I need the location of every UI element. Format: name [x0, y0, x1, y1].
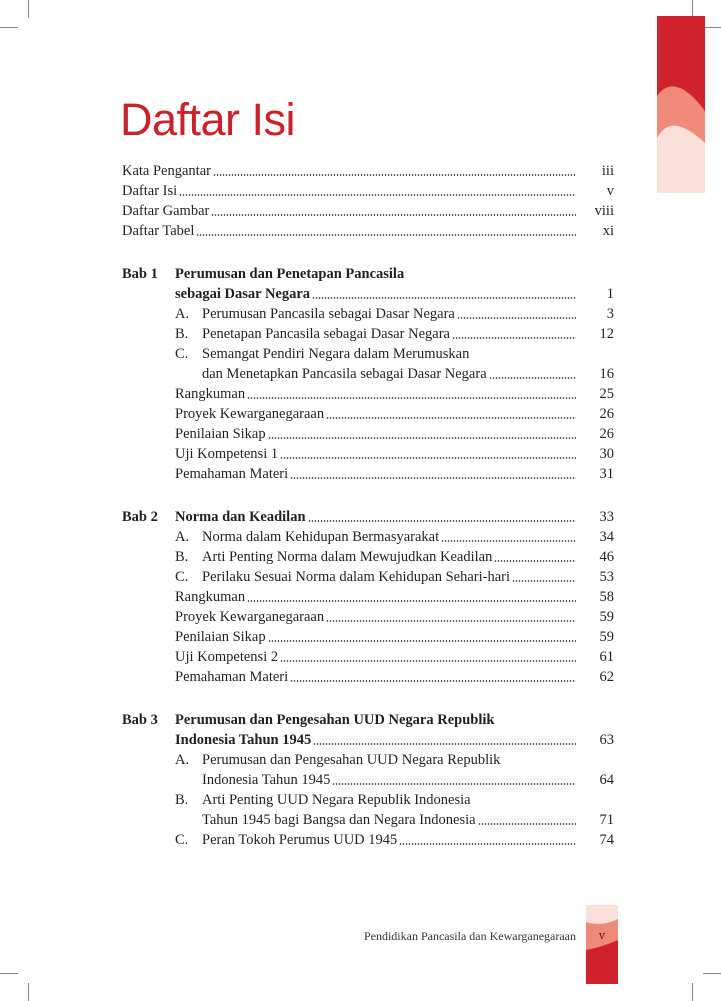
- entry-label: Tahun 1945 bagi Bangsa dan Negara Indonesia: [202, 812, 476, 828]
- chapter-title: Indonesia Tahun 1945: [175, 732, 312, 748]
- item-letter: C.: [175, 832, 189, 848]
- entry-label: Peran Tokoh Perumus UUD 1945: [202, 832, 398, 848]
- crop-mark: [0, 973, 18, 974]
- section-entry[interactable]: [122, 444, 614, 464]
- entry-label: Daftar Isi: [122, 183, 178, 199]
- section-entry[interactable]: [122, 647, 614, 667]
- page-number: 61: [599, 649, 614, 665]
- entry-label: Penilaian Sikap: [175, 426, 266, 442]
- entry-label: Perumusan Pancasila sebagai Dasar Negara: [202, 306, 455, 322]
- page-number: 59: [599, 609, 614, 625]
- crop-mark: [0, 27, 18, 28]
- chapter-title: sebagai Dasar Negara: [175, 286, 311, 302]
- toc-entry[interactable]: [122, 201, 614, 221]
- section-entry[interactable]: [122, 567, 614, 587]
- entry-label: Arti Penting UUD Negara Republik Indonesia: [202, 792, 471, 808]
- entry-label: Rangkuman: [175, 386, 246, 402]
- chapter-tab-decoration: [657, 16, 705, 193]
- page-number: 26: [599, 426, 614, 442]
- entry-label: Semangat Pendiri Negara dalam Merumuskan: [202, 346, 470, 362]
- page-number: v: [606, 183, 614, 199]
- page-number: xi: [602, 223, 614, 239]
- page-number: 71: [599, 812, 614, 828]
- dot-leader: [312, 297, 576, 299]
- footer-page-number: v: [598, 929, 606, 942]
- entry-label: dan Menetapkan Pancasila sebagai Dasar Negara: [202, 366, 487, 382]
- dot-leader: [457, 317, 576, 319]
- item-letter: B.: [175, 549, 189, 565]
- footer-page-tab: [586, 905, 618, 984]
- dot-leader: [326, 417, 576, 419]
- dot-leader: [290, 477, 576, 479]
- dot-leader: [247, 397, 576, 399]
- section-entry[interactable]: [122, 384, 614, 404]
- page-number: 34: [599, 529, 614, 545]
- section-entry[interactable]: [122, 304, 614, 324]
- chapter-title: Perumusan dan Penetapan Pancasila: [175, 266, 405, 282]
- dot-leader: [211, 214, 576, 216]
- dot-leader: [332, 783, 576, 785]
- section-entry[interactable]: [122, 527, 614, 547]
- page-number: 31: [599, 466, 614, 482]
- section-entry[interactable]: [122, 587, 614, 607]
- section-entry[interactable]: [122, 830, 614, 850]
- item-letter: B.: [175, 792, 189, 808]
- page-number: 30: [599, 446, 614, 462]
- entry-label: Uji Kompetensi 2: [175, 649, 279, 665]
- chapter-entry[interactable]: [122, 710, 614, 730]
- entry-label: Proyek Kewarganegaraan: [175, 406, 325, 422]
- page-number: 64: [599, 772, 614, 788]
- entry-label: Perumusan dan Pengesahan UUD Negara Republik: [202, 752, 501, 768]
- entry-label: Penetapan Pancasila sebagai Dasar Negara: [202, 326, 450, 342]
- dot-leader: [512, 580, 576, 582]
- crop-mark: [28, 983, 29, 1001]
- page-number: 26: [599, 406, 614, 422]
- dot-leader: [280, 457, 576, 459]
- chapter-number: Bab 2: [122, 509, 158, 525]
- page-number: 63: [599, 732, 614, 748]
- chapter-number: Bab 1: [122, 266, 158, 282]
- chapter-entry[interactable]: [122, 730, 614, 750]
- entry-label: Pemahaman Materi: [175, 669, 289, 685]
- section-entry[interactable]: [122, 790, 614, 810]
- crop-mark: [28, 0, 29, 18]
- chapter-title: Norma dan Keadilan: [175, 509, 306, 525]
- entry-label: Daftar Gambar: [122, 203, 210, 219]
- entry-label: Perilaku Sesuai Norma dalam Kehidupan Sehari-hari: [202, 569, 511, 585]
- crop-mark: [703, 27, 721, 28]
- item-letter: A.: [175, 752, 190, 768]
- dot-leader: [247, 600, 576, 602]
- section-entry[interactable]: [122, 547, 614, 567]
- chapter-entry[interactable]: [122, 284, 614, 304]
- toc-entry[interactable]: [122, 161, 614, 181]
- toc-entry[interactable]: [122, 221, 614, 241]
- item-letter: A.: [175, 306, 190, 322]
- entry-label: Arti Penting Norma dalam Mewujudkan Keadilan: [202, 549, 493, 565]
- page-number: 46: [599, 549, 614, 565]
- entry-label: Proyek Kewarganegaraan: [175, 609, 325, 625]
- crop-mark: [703, 973, 721, 974]
- dot-leader: [452, 337, 576, 339]
- dot-leader: [399, 843, 576, 845]
- dot-leader: [280, 660, 576, 662]
- page-number: 62: [599, 669, 614, 685]
- page-number: viii: [594, 203, 614, 219]
- dot-leader: [196, 234, 576, 236]
- page-number: 74: [599, 832, 614, 848]
- section-entry[interactable]: [122, 344, 614, 364]
- section-entry[interactable]: [122, 627, 614, 647]
- item-letter: C.: [175, 569, 189, 585]
- dot-leader: [308, 520, 576, 522]
- chapter-title: Perumusan dan Pengesahan UUD Negara Republik: [175, 712, 495, 728]
- entry-label: Penilaian Sikap: [175, 629, 266, 645]
- section-entry[interactable]: [122, 404, 614, 424]
- footer-book-title: Pendidikan Pancasila dan Kewarganegaraan: [363, 929, 576, 943]
- chapter-entry[interactable]: [122, 507, 614, 527]
- section-entry[interactable]: [122, 607, 614, 627]
- section-entry[interactable]: [122, 667, 614, 687]
- page-number: 1: [606, 286, 614, 302]
- page-number: 16: [599, 366, 614, 382]
- dot-leader: [313, 743, 576, 745]
- section-entry[interactable]: [122, 750, 614, 770]
- table-of-contents: [122, 161, 614, 850]
- page-number: 58: [599, 589, 614, 605]
- page-number: 3: [606, 306, 614, 322]
- section-entry[interactable]: [122, 424, 614, 444]
- section-entry[interactable]: [122, 810, 614, 830]
- item-letter: B.: [175, 326, 189, 342]
- entry-label: Daftar Tabel: [122, 223, 195, 239]
- entry-label: Indonesia Tahun 1945: [202, 772, 331, 788]
- item-letter: A.: [175, 529, 190, 545]
- toc-entry[interactable]: [122, 181, 614, 201]
- dot-leader: [213, 174, 576, 176]
- section-entry[interactable]: [122, 464, 614, 484]
- page-number: 25: [599, 386, 614, 402]
- dot-leader: [326, 620, 576, 622]
- crop-mark: [692, 983, 693, 1001]
- page-number: iii: [601, 163, 614, 179]
- entry-label: Norma dalam Kehidupan Bermasyarakat: [202, 529, 440, 545]
- dot-leader: [290, 680, 576, 682]
- dot-leader: [268, 640, 576, 642]
- section-entry[interactable]: [122, 770, 614, 790]
- item-letter: C.: [175, 346, 189, 362]
- section-entry[interactable]: [122, 364, 614, 384]
- dot-leader: [441, 540, 576, 542]
- entry-label: Pemahaman Materi: [175, 466, 289, 482]
- page-number: 12: [599, 326, 614, 342]
- dot-leader: [179, 194, 576, 196]
- chapter-entry[interactable]: [122, 264, 614, 284]
- entry-label: Rangkuman: [175, 589, 246, 605]
- entry-label: Uji Kompetensi 1: [175, 446, 279, 462]
- page-number: 33: [599, 509, 614, 525]
- entry-label: Kata Pengantar: [122, 163, 211, 179]
- dot-leader: [494, 560, 576, 562]
- page-number: 59: [599, 629, 614, 645]
- chapter-number: Bab 3: [122, 712, 158, 728]
- dot-leader: [268, 437, 576, 439]
- page-title: Daftar Isi: [120, 94, 296, 145]
- dot-leader: [489, 377, 576, 379]
- section-entry[interactable]: [122, 324, 614, 344]
- dot-leader: [478, 823, 576, 825]
- page-number: 53: [599, 569, 614, 585]
